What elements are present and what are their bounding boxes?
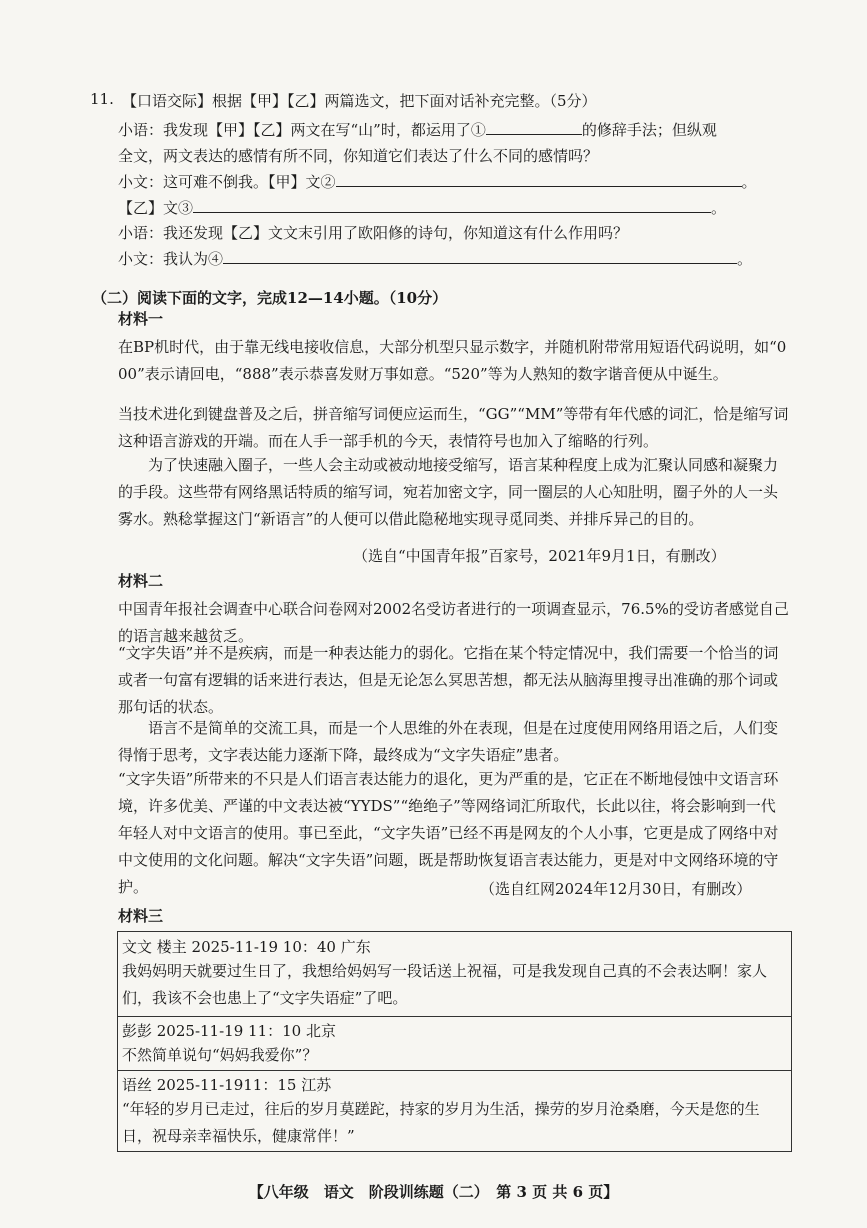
question-number: 11.: [90, 90, 114, 108]
answer-blank-2[interactable]: [336, 170, 742, 187]
material-1-source: （选自“中国青年报”百家号，2021年9月1日，有删改）: [353, 547, 726, 565]
dialogue-line-6: [118, 247, 752, 269]
dialogue-line-5: 小语：我还发现【乙】文文末引用了欧阳修的诗句，你知道这有什么作用吗？: [118, 224, 629, 242]
material-2-para-3: 语言不是简单的交流工具，而是一个人思维的外在表现，但是在过度使用网络用语之后，人们变得惰于思考，文字表达能力逐渐下降，最终成为“文字失语症”患者。: [118, 719, 779, 764]
post-body: “年轻的岁月已走过，往后的岁月莫蹉跎，持家的岁月为生活，操劳的岁月沧桑磨，今天是您的生日，祝母亲幸福快乐，健康常伴！”: [122, 1100, 760, 1145]
answer-blank-4[interactable]: [223, 247, 737, 264]
question-prompt: 【口语交际】根据【甲】【乙】两篇选文，把下面对话补充完整。（5分）: [122, 92, 597, 110]
dialogue-text: 小文：我认为④: [118, 250, 224, 268]
page-footer: 【八年级 语文 阶段训练题（二） 第 3 页 共 6 页】: [248, 1183, 619, 1201]
answer-blank-1[interactable]: [486, 118, 582, 135]
material-2-para-4: “文字失语”所带来的不只是人们语言表达能力的退化，更为严重的是，它正在不断地侵蚀中文语言环境，许多优美、严谨的中文表达被“YYDS”“绝绝子”等网络词汇所取代，长此以往，将会影响到一代年轻人对中文语言的使用。事已至此，“文字失语”已经不再是网友的个人小事，它更是成了网络中对中文使用的文化问题。解决“文字失语”问题，既是帮助恢复语言表达能力，更是对中文网络环境的守护。: [118, 770, 779, 896]
post-header: 语丝 2025-11-1911：15 江苏: [122, 1076, 332, 1094]
material-1-para-3: 为了快速融入圈子，一些人会主动或被动地接受缩写，语言某种程度上成为汇聚认同感和凝聚力的手段。这些带有网络黑话特质的缩写词，宛若加密文字，同一圈层的人心知肚明，圈子外的人一头雾水。熟稔掌握这门“新语言”的人便可以借此隐秘地实现寻觅同类、并排斥异己的目的。: [118, 456, 779, 528]
dialogue-text: 小文：这可难不倒我。【甲】文②: [118, 173, 336, 191]
material-1-title: 材料一: [118, 310, 164, 328]
period: 。: [711, 199, 727, 217]
material-3-title: 材料三: [118, 907, 164, 925]
period: 。: [741, 173, 757, 191]
post-header: 文文 楼主 2025-11-19 10：40 广东: [122, 938, 371, 956]
forum-post: [117, 931, 792, 1017]
dialogue-text: 小语：我发现【甲】【乙】两文在写“山”时，都运用了①: [118, 121, 486, 139]
material-1-para-1: 在BP机时代，由于靠无线电接收信息，大部分机型只显示数字，并随机附带常用短语代码说明，如“000”表示请回电，“888”表示恭喜发财万事如意。“520”等为人熟知的数字谐音便从中诞生。: [118, 338, 787, 383]
post-header: 彭彭 2025-11-19 11：10 北京: [122, 1022, 336, 1040]
material-1-para-2: 当技术进化到键盘普及之后，拼音缩写词便应运而生，“GG”“MM”等带有年代感的词汇，恰是缩写词这种语言游戏的开端。而在人手一部手机的今天，表情符号也加入了缩略的行列。: [118, 405, 789, 450]
post-body: 我妈妈明天就要过生日了，我想给妈妈写一段话送上祝福，可是我发现自己真的不会表达啊！家人们，我该不会也患上了“文字失语症”了吧。: [122, 962, 768, 1007]
dialogue-text: 的修辞手法；但纵观: [581, 121, 717, 139]
dialogue-line-1: [118, 118, 717, 140]
dialogue-text: 【乙】文③: [118, 199, 194, 217]
dialogue-line-2: 全文，两文表达的感情有所不同，你知道它们表达了什么不同的感情吗？: [118, 147, 599, 165]
dialogue-line-4: [118, 196, 726, 218]
material-2-para-2: “文字失语”并不是疾病，而是一种表达能力的弱化。它指在某个特定情况中，我们需要一个恰当的词或者一句富有逻辑的话来进行表达，但是无论怎么冥思苦想，都无法从脑海里搜寻出准确的那个词或那句话的状态。: [118, 644, 779, 716]
dialogue-line-3: [118, 170, 757, 192]
material-2-source: （选自红网2024年12月30日，有删改）: [480, 880, 752, 898]
period: 。: [737, 250, 753, 268]
section-heading: （二）阅读下面的文字，完成12—14小题。（10分）: [92, 289, 448, 307]
material-2-para-1: 中国青年报社会调查中心联合问卷网对2002名受访者进行的一项调查显示，76.5%的受访者感觉自己的语言越来越贫乏。: [118, 600, 789, 645]
material-2-title: 材料二: [118, 572, 164, 590]
forum-post: [117, 1070, 792, 1152]
post-body: 不然简单说句“妈妈我爱你”？: [122, 1046, 318, 1064]
answer-blank-3[interactable]: [193, 196, 711, 213]
forum-post: [117, 1016, 792, 1071]
